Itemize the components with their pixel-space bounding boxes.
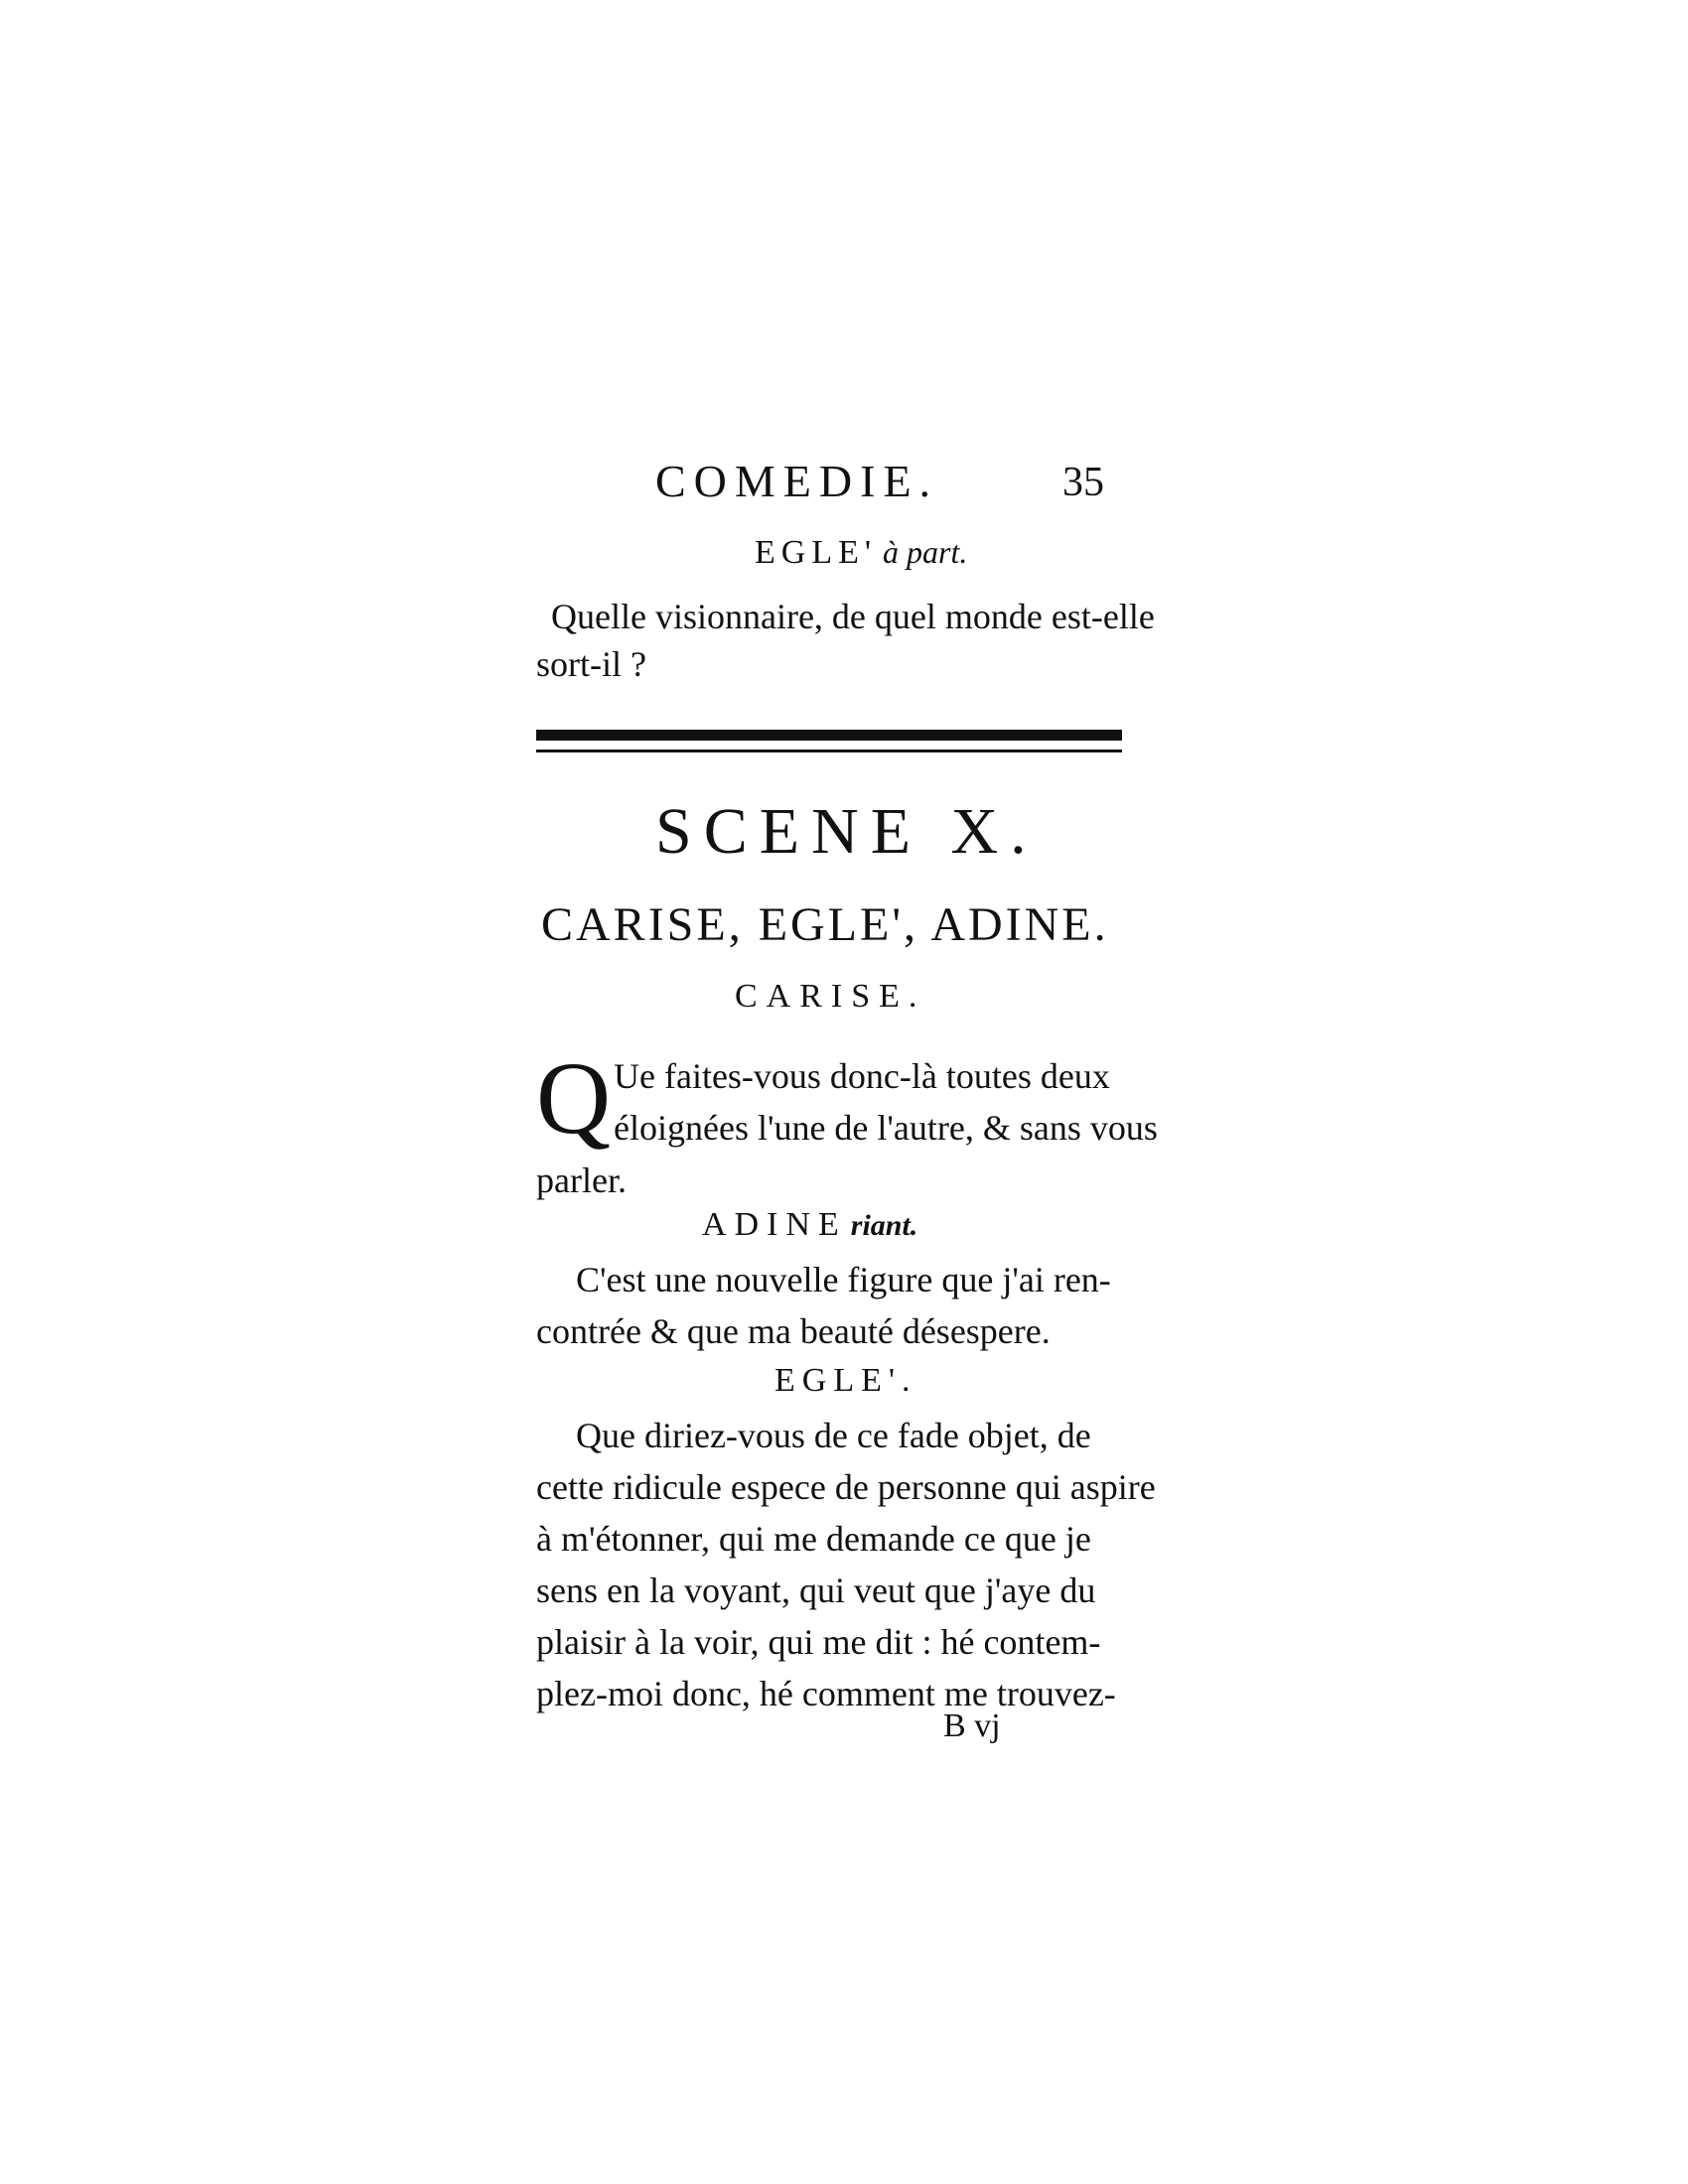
text-line: Que diriez-vous de ce fade objet, de <box>576 1416 1091 1455</box>
running-head: COMEDIE. <box>655 456 939 506</box>
text-line: sens en la voyant, qui veut que j'aye du <box>536 1570 1096 1610</box>
signature-mark: B vj <box>943 1707 1001 1744</box>
speaker-name-egle: EGLE'. <box>774 1362 917 1399</box>
page-number: 35 <box>1062 460 1104 505</box>
stage-direction: à part. <box>883 534 968 570</box>
section-divider-thin <box>536 750 1122 752</box>
text-line: C'est une nouvelle figure que j'ai ren- <box>576 1260 1111 1299</box>
drop-cap: Q <box>536 1041 612 1156</box>
speaker-label: EGLE' <box>755 534 877 571</box>
stage-direction: riant. <box>850 1209 918 1242</box>
speaker-name-carise: CARISE. <box>735 978 926 1015</box>
text-line: parler. <box>536 1160 627 1200</box>
text-line: plaisir à la voir, qui me dit : hé contem- <box>536 1622 1101 1662</box>
text-line: plez-moi donc, hé comment me trouvez- <box>536 1674 1116 1713</box>
character-list: CARISE, EGLE', ADINE. <box>541 898 1109 951</box>
text-line: à m'étonner, qui me demande ce que je <box>536 1519 1091 1559</box>
text-line: Quelle visionnaire, de quel monde est-elle <box>551 597 1155 636</box>
text-line: sort-il ? <box>536 644 646 684</box>
speaker-name-adine <box>702 1206 917 1244</box>
section-divider-thick <box>536 730 1122 741</box>
scene-title: SCENE X. <box>655 795 1039 868</box>
speaker-label: ADINE <box>702 1206 847 1243</box>
text-line: éloignées l'une de l'autre, & sans vous <box>614 1108 1158 1148</box>
text-line: contrée & que ma beauté désespere. <box>536 1311 1051 1351</box>
text-line: cette ridicule espece de personne qui aspire <box>536 1467 1156 1507</box>
text-line: Ue faites-vous donc-là toutes deux <box>614 1056 1110 1096</box>
speaker-name-egle <box>755 534 967 572</box>
